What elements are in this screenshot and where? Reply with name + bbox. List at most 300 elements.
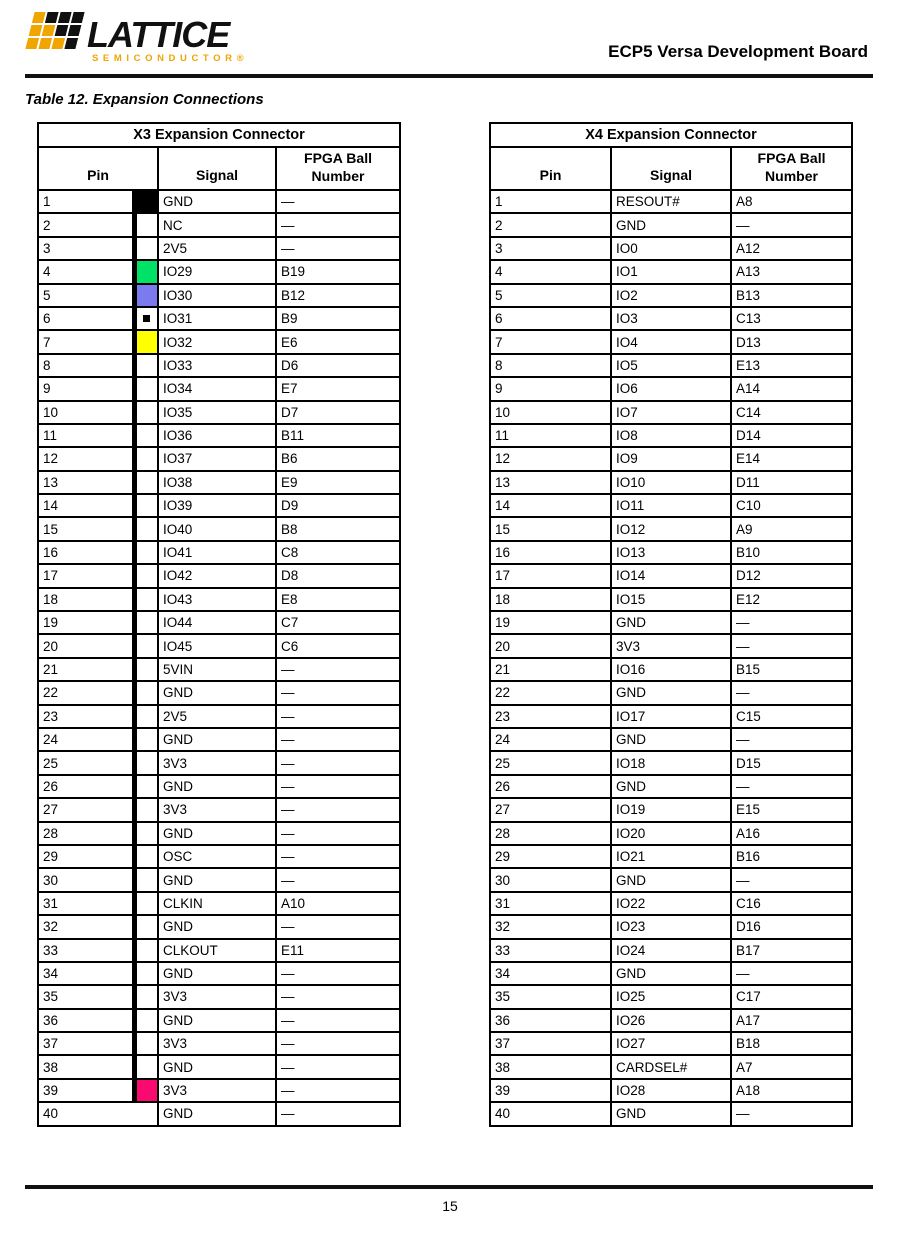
signal-cell: IO25 <box>611 985 731 1008</box>
pin-cell: 12 <box>38 447 134 470</box>
ball-cell: A14 <box>731 377 852 400</box>
signal-cell: 5VIN <box>158 658 276 681</box>
table-row <box>490 915 852 938</box>
signal-cell: IO39 <box>158 494 276 517</box>
pin-cell: 38 <box>38 1055 134 1078</box>
ball-cell: E8 <box>276 588 400 611</box>
pin-cell: 25 <box>38 751 134 774</box>
table-row <box>38 822 400 845</box>
header-rule <box>25 74 873 78</box>
table-row <box>490 307 852 330</box>
ball-cell: — <box>276 1102 400 1125</box>
signal-cell: IO1 <box>611 260 731 283</box>
swatch-cell <box>134 1055 158 1078</box>
table-row <box>490 588 852 611</box>
x4-table-title: X4 Expansion Connector <box>490 123 852 147</box>
ball-cell: E7 <box>276 377 400 400</box>
signal-cell: 3V3 <box>158 985 276 1008</box>
pin-cell: 38 <box>490 1055 611 1078</box>
signal-cell: IO35 <box>158 401 276 424</box>
ball-cell: D14 <box>731 424 852 447</box>
swatch-cell <box>134 1079 158 1102</box>
table-row <box>38 588 400 611</box>
signal-cell: IO31 <box>158 307 276 330</box>
signal-cell: GND <box>611 728 731 751</box>
table-row <box>490 634 852 657</box>
signal-cell: IO43 <box>158 588 276 611</box>
signal-cell: IO16 <box>611 658 731 681</box>
signal-cell: IO44 <box>158 611 276 634</box>
swatch-cell <box>134 354 158 377</box>
ball-cell: — <box>276 658 400 681</box>
pin-cell: 18 <box>38 588 134 611</box>
pin-cell: 7 <box>490 330 611 353</box>
table-row <box>490 190 852 213</box>
swatch-cell <box>134 822 158 845</box>
swatch-cell <box>134 471 158 494</box>
ball-cell: — <box>731 1102 852 1125</box>
ball-cell: A7 <box>731 1055 852 1078</box>
signal-cell: GND <box>158 1009 276 1032</box>
brand-subtitle: SEMICONDUCTOR® <box>92 53 249 64</box>
pin-cell: 30 <box>490 868 611 891</box>
pin-cell: 39 <box>38 1079 134 1102</box>
swatch-cell <box>134 330 158 353</box>
signal-cell: IO10 <box>611 471 731 494</box>
table-row <box>38 728 400 751</box>
pin-cell: 35 <box>38 985 134 1008</box>
pin-cell: 25 <box>490 751 611 774</box>
swatch-cell <box>134 728 158 751</box>
pin-cell: 16 <box>38 541 134 564</box>
tables-area <box>37 122 900 1127</box>
ball-cell: B8 <box>276 517 400 540</box>
pin-cell: 27 <box>38 798 134 821</box>
pin-cell: 16 <box>490 541 611 564</box>
signal-cell: IO21 <box>611 845 731 868</box>
table-row <box>490 213 852 236</box>
ball-cell: — <box>276 681 400 704</box>
ball-cell: — <box>276 190 400 213</box>
pin-cell: 13 <box>490 471 611 494</box>
ball-cell: — <box>731 962 852 985</box>
table-row <box>38 541 400 564</box>
signal-cell: IO20 <box>611 822 731 845</box>
table-row <box>38 705 400 728</box>
signal-cell: IO8 <box>611 424 731 447</box>
table-row <box>38 681 400 704</box>
pin-cell: 11 <box>490 424 611 447</box>
signal-cell: GND <box>611 213 731 236</box>
x4-expansion-table <box>489 122 853 1127</box>
ball-cell: B11 <box>276 424 400 447</box>
pin-cell: 29 <box>490 845 611 868</box>
table-row <box>490 1009 852 1032</box>
swatch-cell <box>134 775 158 798</box>
pin-cell: 26 <box>490 775 611 798</box>
swatch-cell <box>134 892 158 915</box>
table-row <box>490 260 852 283</box>
pin-cell: 8 <box>38 354 134 377</box>
swatch-cell <box>134 868 158 891</box>
signal-cell: 2V5 <box>158 237 276 260</box>
swatch-cell <box>134 634 158 657</box>
signal-cell: IO29 <box>158 260 276 283</box>
table-row <box>490 494 852 517</box>
pin-cell: 2 <box>38 213 134 236</box>
pin-cell: 24 <box>490 728 611 751</box>
table-row <box>490 892 852 915</box>
pin-cell: 30 <box>38 868 134 891</box>
ball-cell: — <box>276 798 400 821</box>
pin-cell: 14 <box>490 494 611 517</box>
pin-cell: 15 <box>38 517 134 540</box>
ball-cell: D12 <box>731 564 852 587</box>
signal-cell: GND <box>158 915 276 938</box>
ball-cell: — <box>276 1079 400 1102</box>
pin-cell: 32 <box>490 915 611 938</box>
table-row <box>38 354 400 377</box>
table-row <box>490 424 852 447</box>
signal-cell: IO30 <box>158 284 276 307</box>
ball-cell: — <box>731 868 852 891</box>
swatch-cell <box>134 190 158 213</box>
ball-cell: A8 <box>731 190 852 213</box>
signal-cell: GND <box>158 868 276 891</box>
table-row <box>490 447 852 470</box>
signal-cell: IO9 <box>611 447 731 470</box>
table-row <box>38 868 400 891</box>
table-row <box>490 728 852 751</box>
pin-cell: 36 <box>38 1009 134 1032</box>
ball-cell: E11 <box>276 939 400 962</box>
pin-cell: 29 <box>38 845 134 868</box>
pin-cell: 39 <box>490 1079 611 1102</box>
table-row <box>38 447 400 470</box>
ball-cell: E6 <box>276 330 400 353</box>
pin-cell: 28 <box>38 822 134 845</box>
swatch-cell <box>134 658 158 681</box>
table-row <box>490 564 852 587</box>
tables-gap <box>401 122 489 1127</box>
table-row <box>490 822 852 845</box>
table-row <box>38 915 400 938</box>
signal-cell: IO2 <box>611 284 731 307</box>
ball-cell: D13 <box>731 330 852 353</box>
pin-cell: 23 <box>38 705 134 728</box>
ball-cell: C16 <box>731 892 852 915</box>
ball-cell: C15 <box>731 705 852 728</box>
signal-cell: IO19 <box>611 798 731 821</box>
ball-cell: B15 <box>731 658 852 681</box>
table-row <box>490 517 852 540</box>
swatch-cell <box>134 962 158 985</box>
table-row <box>490 681 852 704</box>
ball-cell: — <box>731 681 852 704</box>
document-title: ECP5 Versa Development Board <box>608 42 868 61</box>
ball-cell: B12 <box>276 284 400 307</box>
table-row <box>490 798 852 821</box>
ball-cell: — <box>276 728 400 751</box>
ball-cell: — <box>276 1055 400 1078</box>
pin-cell: 12 <box>490 447 611 470</box>
pin-cell: 1 <box>38 190 134 213</box>
swatch-cell <box>134 915 158 938</box>
page-header <box>0 0 900 64</box>
table-caption: Table 12. Expansion Connections <box>25 91 264 108</box>
table-row <box>38 471 400 494</box>
pin-cell: 11 <box>38 424 134 447</box>
ball-cell: B18 <box>731 1032 852 1055</box>
swatch-cell <box>134 588 158 611</box>
swatch-cell <box>134 401 158 424</box>
signal-cell: IO18 <box>611 751 731 774</box>
x4-col-pin: Pin <box>490 147 611 190</box>
signal-cell: GND <box>158 1055 276 1078</box>
swatch-cell <box>134 260 158 283</box>
ball-cell: B10 <box>731 541 852 564</box>
signal-cell: GND <box>611 775 731 798</box>
signal-cell: IO40 <box>158 517 276 540</box>
ball-cell: C14 <box>731 401 852 424</box>
lattice-logo <box>30 12 248 64</box>
ball-cell: D11 <box>731 471 852 494</box>
swatch-cell <box>134 681 158 704</box>
pin-cell: 33 <box>38 939 134 962</box>
signal-cell: IO32 <box>158 330 276 353</box>
pin-cell: 8 <box>490 354 611 377</box>
pin-cell: 17 <box>38 564 134 587</box>
table-row <box>38 377 400 400</box>
signal-cell: IO6 <box>611 377 731 400</box>
pin-cell: 9 <box>38 377 134 400</box>
swatch-cell <box>134 1032 158 1055</box>
ball-cell: — <box>276 985 400 1008</box>
table-row <box>38 307 400 330</box>
swatch-cell <box>134 517 158 540</box>
table-row <box>38 751 400 774</box>
table-row <box>490 705 852 728</box>
ball-cell: — <box>276 822 400 845</box>
table-row <box>490 377 852 400</box>
signal-cell: IO42 <box>158 564 276 587</box>
table-row <box>38 775 400 798</box>
pin-cell: 5 <box>490 284 611 307</box>
signal-cell: IO36 <box>158 424 276 447</box>
table-row <box>490 962 852 985</box>
table-row <box>490 1102 852 1125</box>
pin-cell: 33 <box>490 939 611 962</box>
table-row <box>38 190 400 213</box>
signal-cell: IO24 <box>611 939 731 962</box>
ball-cell: C13 <box>731 307 852 330</box>
signal-cell: IO37 <box>158 447 276 470</box>
ball-cell: A10 <box>276 892 400 915</box>
ball-cell: D15 <box>731 751 852 774</box>
ball-cell: — <box>276 915 400 938</box>
table-row <box>38 658 400 681</box>
ball-cell: E9 <box>276 471 400 494</box>
table-row <box>490 1032 852 1055</box>
swatch-cell <box>134 494 158 517</box>
pin-cell: 40 <box>38 1102 158 1125</box>
ball-cell: C17 <box>731 985 852 1008</box>
ball-cell: D7 <box>276 401 400 424</box>
swatch-cell <box>134 564 158 587</box>
swatch-cell <box>134 985 158 1008</box>
ball-cell: B17 <box>731 939 852 962</box>
pin-cell: 20 <box>38 634 134 657</box>
x3-col-signal: Signal <box>158 147 276 190</box>
pin-cell: 4 <box>490 260 611 283</box>
signal-cell: GND <box>158 962 276 985</box>
table-row <box>38 260 400 283</box>
signal-cell: OSC <box>158 845 276 868</box>
table-row <box>38 962 400 985</box>
pin-cell: 19 <box>38 611 134 634</box>
table-row <box>38 1102 400 1125</box>
pin-cell: 17 <box>490 564 611 587</box>
table-row <box>38 284 400 307</box>
table-row <box>490 775 852 798</box>
ball-cell: — <box>276 845 400 868</box>
swatch-cell <box>134 705 158 728</box>
swatch-cell <box>134 541 158 564</box>
ball-cell: B16 <box>731 845 852 868</box>
ball-cell: — <box>731 634 852 657</box>
ball-cell: — <box>731 611 852 634</box>
signal-cell: IO27 <box>611 1032 731 1055</box>
signal-cell: IO38 <box>158 471 276 494</box>
brand-name: LATTICE <box>87 13 230 55</box>
ball-cell: — <box>276 1032 400 1055</box>
ball-cell: — <box>731 728 852 751</box>
pin-cell: 37 <box>490 1032 611 1055</box>
x3-table-title: X3 Expansion Connector <box>38 123 400 147</box>
table-row <box>490 751 852 774</box>
ball-cell: — <box>276 751 400 774</box>
pin-cell: 19 <box>490 611 611 634</box>
pin-cell: 28 <box>490 822 611 845</box>
signal-cell: 3V3 <box>158 751 276 774</box>
lattice-logo-icon <box>25 12 84 49</box>
signal-cell: GND <box>158 775 276 798</box>
ball-cell: D8 <box>276 564 400 587</box>
signal-cell: GND <box>611 868 731 891</box>
table-row <box>38 1055 400 1078</box>
table-row <box>490 658 852 681</box>
table-row <box>38 494 400 517</box>
table-row <box>38 1009 400 1032</box>
table-row <box>38 424 400 447</box>
swatch-cell <box>134 237 158 260</box>
pin-cell: 23 <box>490 705 611 728</box>
ball-cell: A18 <box>731 1079 852 1102</box>
pin-cell: 7 <box>38 330 134 353</box>
x4-col-ball: FPGA Ball Number <box>731 147 852 190</box>
signal-cell: IO4 <box>611 330 731 353</box>
pin-cell: 15 <box>490 517 611 540</box>
table-row <box>38 939 400 962</box>
signal-cell: CARDSEL# <box>611 1055 731 1078</box>
signal-cell: GND <box>611 681 731 704</box>
x3-col-ball: FPGA Ball Number <box>276 147 400 190</box>
signal-cell: 3V3 <box>158 798 276 821</box>
signal-cell: GND <box>158 822 276 845</box>
swatch-cell <box>134 284 158 307</box>
pin-cell: 6 <box>38 307 134 330</box>
x4-col-signal: Signal <box>611 147 731 190</box>
ball-cell: — <box>276 868 400 891</box>
ball-cell: C8 <box>276 541 400 564</box>
swatch-cell <box>134 424 158 447</box>
table-row <box>490 401 852 424</box>
swatch-cell <box>134 939 158 962</box>
ball-cell: E13 <box>731 354 852 377</box>
ball-cell: B13 <box>731 284 852 307</box>
signal-cell: IO0 <box>611 237 731 260</box>
pin-cell: 13 <box>38 471 134 494</box>
table-row <box>490 541 852 564</box>
footer-rule <box>25 1185 873 1189</box>
signal-cell: 3V3 <box>158 1032 276 1055</box>
table-row <box>38 892 400 915</box>
signal-cell: IO22 <box>611 892 731 915</box>
ball-cell: A13 <box>731 260 852 283</box>
signal-cell: IO12 <box>611 517 731 540</box>
ball-cell: — <box>731 213 852 236</box>
table-row <box>490 985 852 1008</box>
table-row <box>38 330 400 353</box>
signal-cell: RESOUT# <box>611 190 731 213</box>
table-row <box>38 798 400 821</box>
table-row <box>490 939 852 962</box>
table-row <box>38 517 400 540</box>
swatch-cell <box>134 447 158 470</box>
ball-cell: E14 <box>731 447 852 470</box>
swatch-cell <box>134 377 158 400</box>
ball-cell: C10 <box>731 494 852 517</box>
ball-cell: — <box>731 775 852 798</box>
signal-cell: IO41 <box>158 541 276 564</box>
signal-cell: IO17 <box>611 705 731 728</box>
ball-cell: C6 <box>276 634 400 657</box>
table-row <box>490 845 852 868</box>
signal-cell: 3V3 <box>611 634 731 657</box>
ball-cell: E15 <box>731 798 852 821</box>
table-row <box>490 1055 852 1078</box>
ball-cell: — <box>276 1009 400 1032</box>
table-row <box>38 634 400 657</box>
swatch-cell <box>134 213 158 236</box>
ball-cell: — <box>276 237 400 260</box>
signal-cell: IO34 <box>158 377 276 400</box>
ball-cell: B6 <box>276 447 400 470</box>
pin-cell: 4 <box>38 260 134 283</box>
table-row <box>38 237 400 260</box>
pin-cell: 36 <box>490 1009 611 1032</box>
pin-cell: 31 <box>490 892 611 915</box>
signal-cell: 2V5 <box>158 705 276 728</box>
swatch-cell <box>134 751 158 774</box>
pin-cell: 22 <box>490 681 611 704</box>
signal-cell: CLKIN <box>158 892 276 915</box>
ball-cell: — <box>276 213 400 236</box>
pin-cell: 31 <box>38 892 134 915</box>
pin-cell: 34 <box>490 962 611 985</box>
signal-cell: IO15 <box>611 588 731 611</box>
table-row <box>38 213 400 236</box>
